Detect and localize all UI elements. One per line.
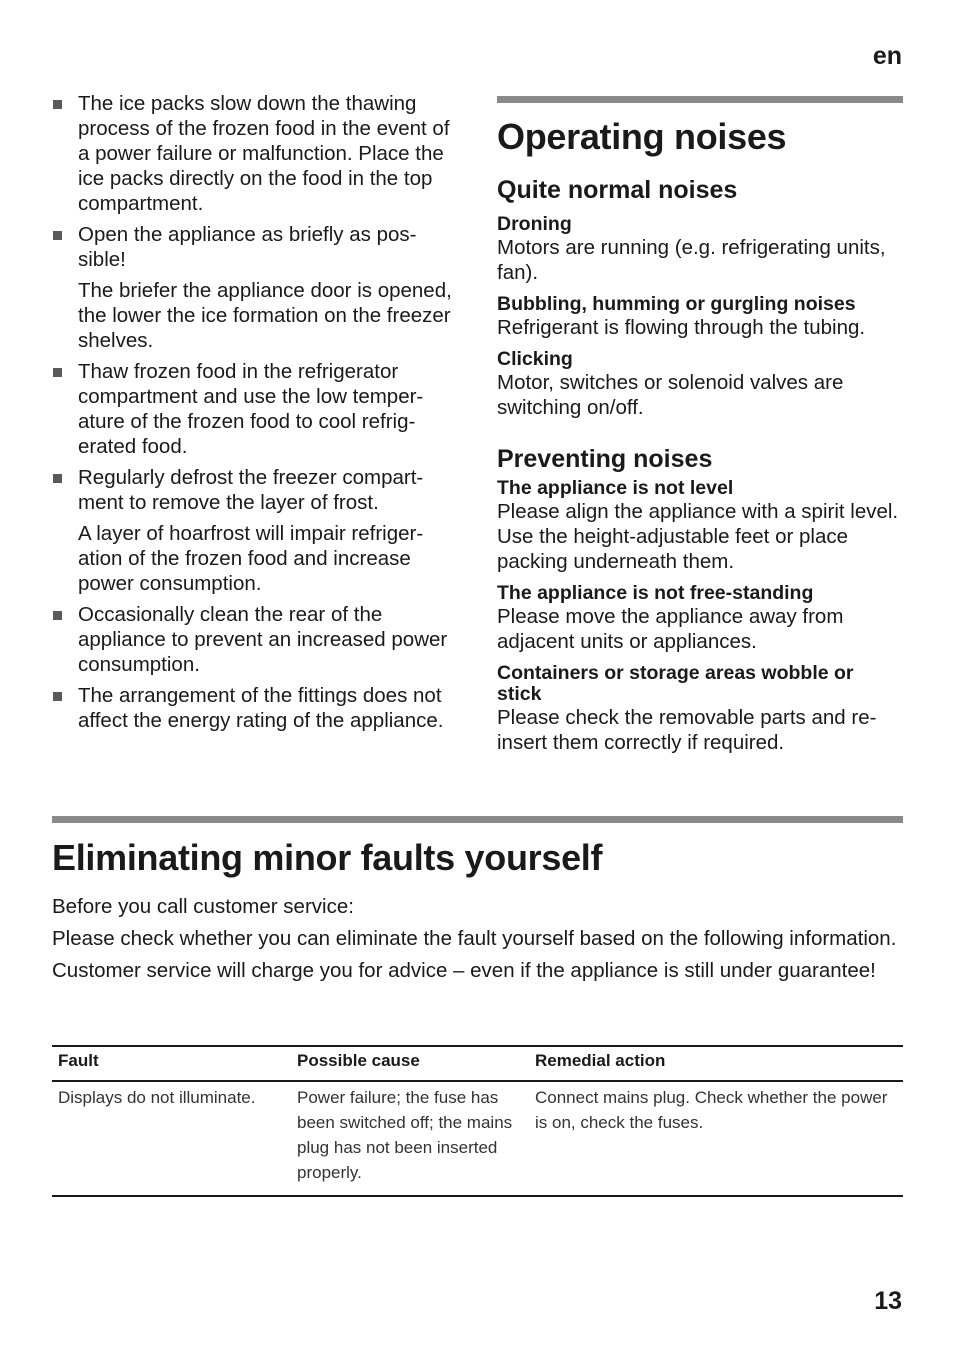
column-header: Possible cause [291,1046,529,1081]
table-row [52,1081,903,1196]
entry-text: Motors are running (e.g. refrigerating units, fan). [497,236,886,284]
column-header: Fault [52,1046,291,1081]
operating-noises-section [497,96,903,755]
list-item: The arrangement of the fittings does not affect the energy rating of the appliance. [52,683,462,733]
entry-text: Please align the appliance with a spirit level. Use the height-adjustable feet or place packing underneath them. [497,500,899,573]
list-item: Regularly defrost the freezer compart-ment to remove the layer of frost. [52,465,462,515]
list-item: Open the appliance as briefly as pos-sible! [52,222,462,272]
page-number: 13 [874,1287,902,1315]
table-cell: Displays do not illuminate. [52,1081,291,1196]
square-bullet-icon [53,368,62,377]
language-label: en [872,42,902,70]
square-bullet-icon [53,100,62,109]
entry-text: Please move the appliance away from adjacent units or appliances. [497,605,844,653]
entry-text: Refrigerant is flowing through the tubing. [497,316,866,339]
subsection-title: Preventing noises [497,445,713,473]
column-header: Remedial action [529,1046,903,1081]
table-cell: Connect mains plug. Check whether the power is on, check the fuses. [529,1081,903,1196]
table-cell: Power failure; the fuse has been switched off; the mains plug has not been inserted properly. [291,1081,529,1196]
table-header-row [52,1046,903,1081]
section-rule [497,96,903,103]
entry-title: Containers or storage areas wobble or stick [497,662,854,705]
tips-list [52,91,462,739]
section-rule [52,816,903,823]
section-title: Operating noises [497,116,787,157]
intro-paragraph: Please check whether you can eliminate the fault yourself based on the following information. [52,927,897,950]
entry-title: The appliance is not level [497,477,734,499]
entry-text: Please check the removable parts and re-insert them correctly if required. [497,706,877,754]
square-bullet-icon [53,692,62,701]
list-item: Occasionally clean the rear of the appliance to prevent an increased power consumption. [52,602,462,677]
faults-table [52,1045,903,1197]
intro-paragraph: Before you call customer service: [52,895,354,918]
subsection-title: Quite normal noises [497,176,738,204]
list-item: Thaw frozen food in the refrigerator compartment and use the low temper-ature of the frozen food to cool refrig-erated food. [52,359,462,459]
list-item: The ice packs slow down the thawing process of the frozen food in the event of a power failure or malfunction. Place the ice packs directly on the food in the top compartment. [52,91,462,216]
list-note: The briefer the appliance door is opened, the lower the ice formation on the freezer shelves. [78,279,452,352]
square-bullet-icon [53,231,62,240]
section-title: Eliminating minor faults yourself [52,837,603,878]
entry-text: Motor, switches or solenoid valves are switching on/off. [497,371,844,419]
entry-title: Droning [497,213,572,235]
faults-section [52,816,903,990]
square-bullet-icon [53,611,62,620]
entry-title: The appliance is not free-standing [497,582,814,604]
list-note: A layer of hoarfrost will impair refriger-ation of the frozen food and increase power consumption. [78,522,424,595]
intro-paragraph: Customer service will charge you for advice – even if the appliance is still under guarantee! [52,959,876,982]
entry-title: Clicking [497,348,573,370]
entry-title: Bubbling, humming or gurgling noises [497,293,856,315]
square-bullet-icon [53,474,62,483]
